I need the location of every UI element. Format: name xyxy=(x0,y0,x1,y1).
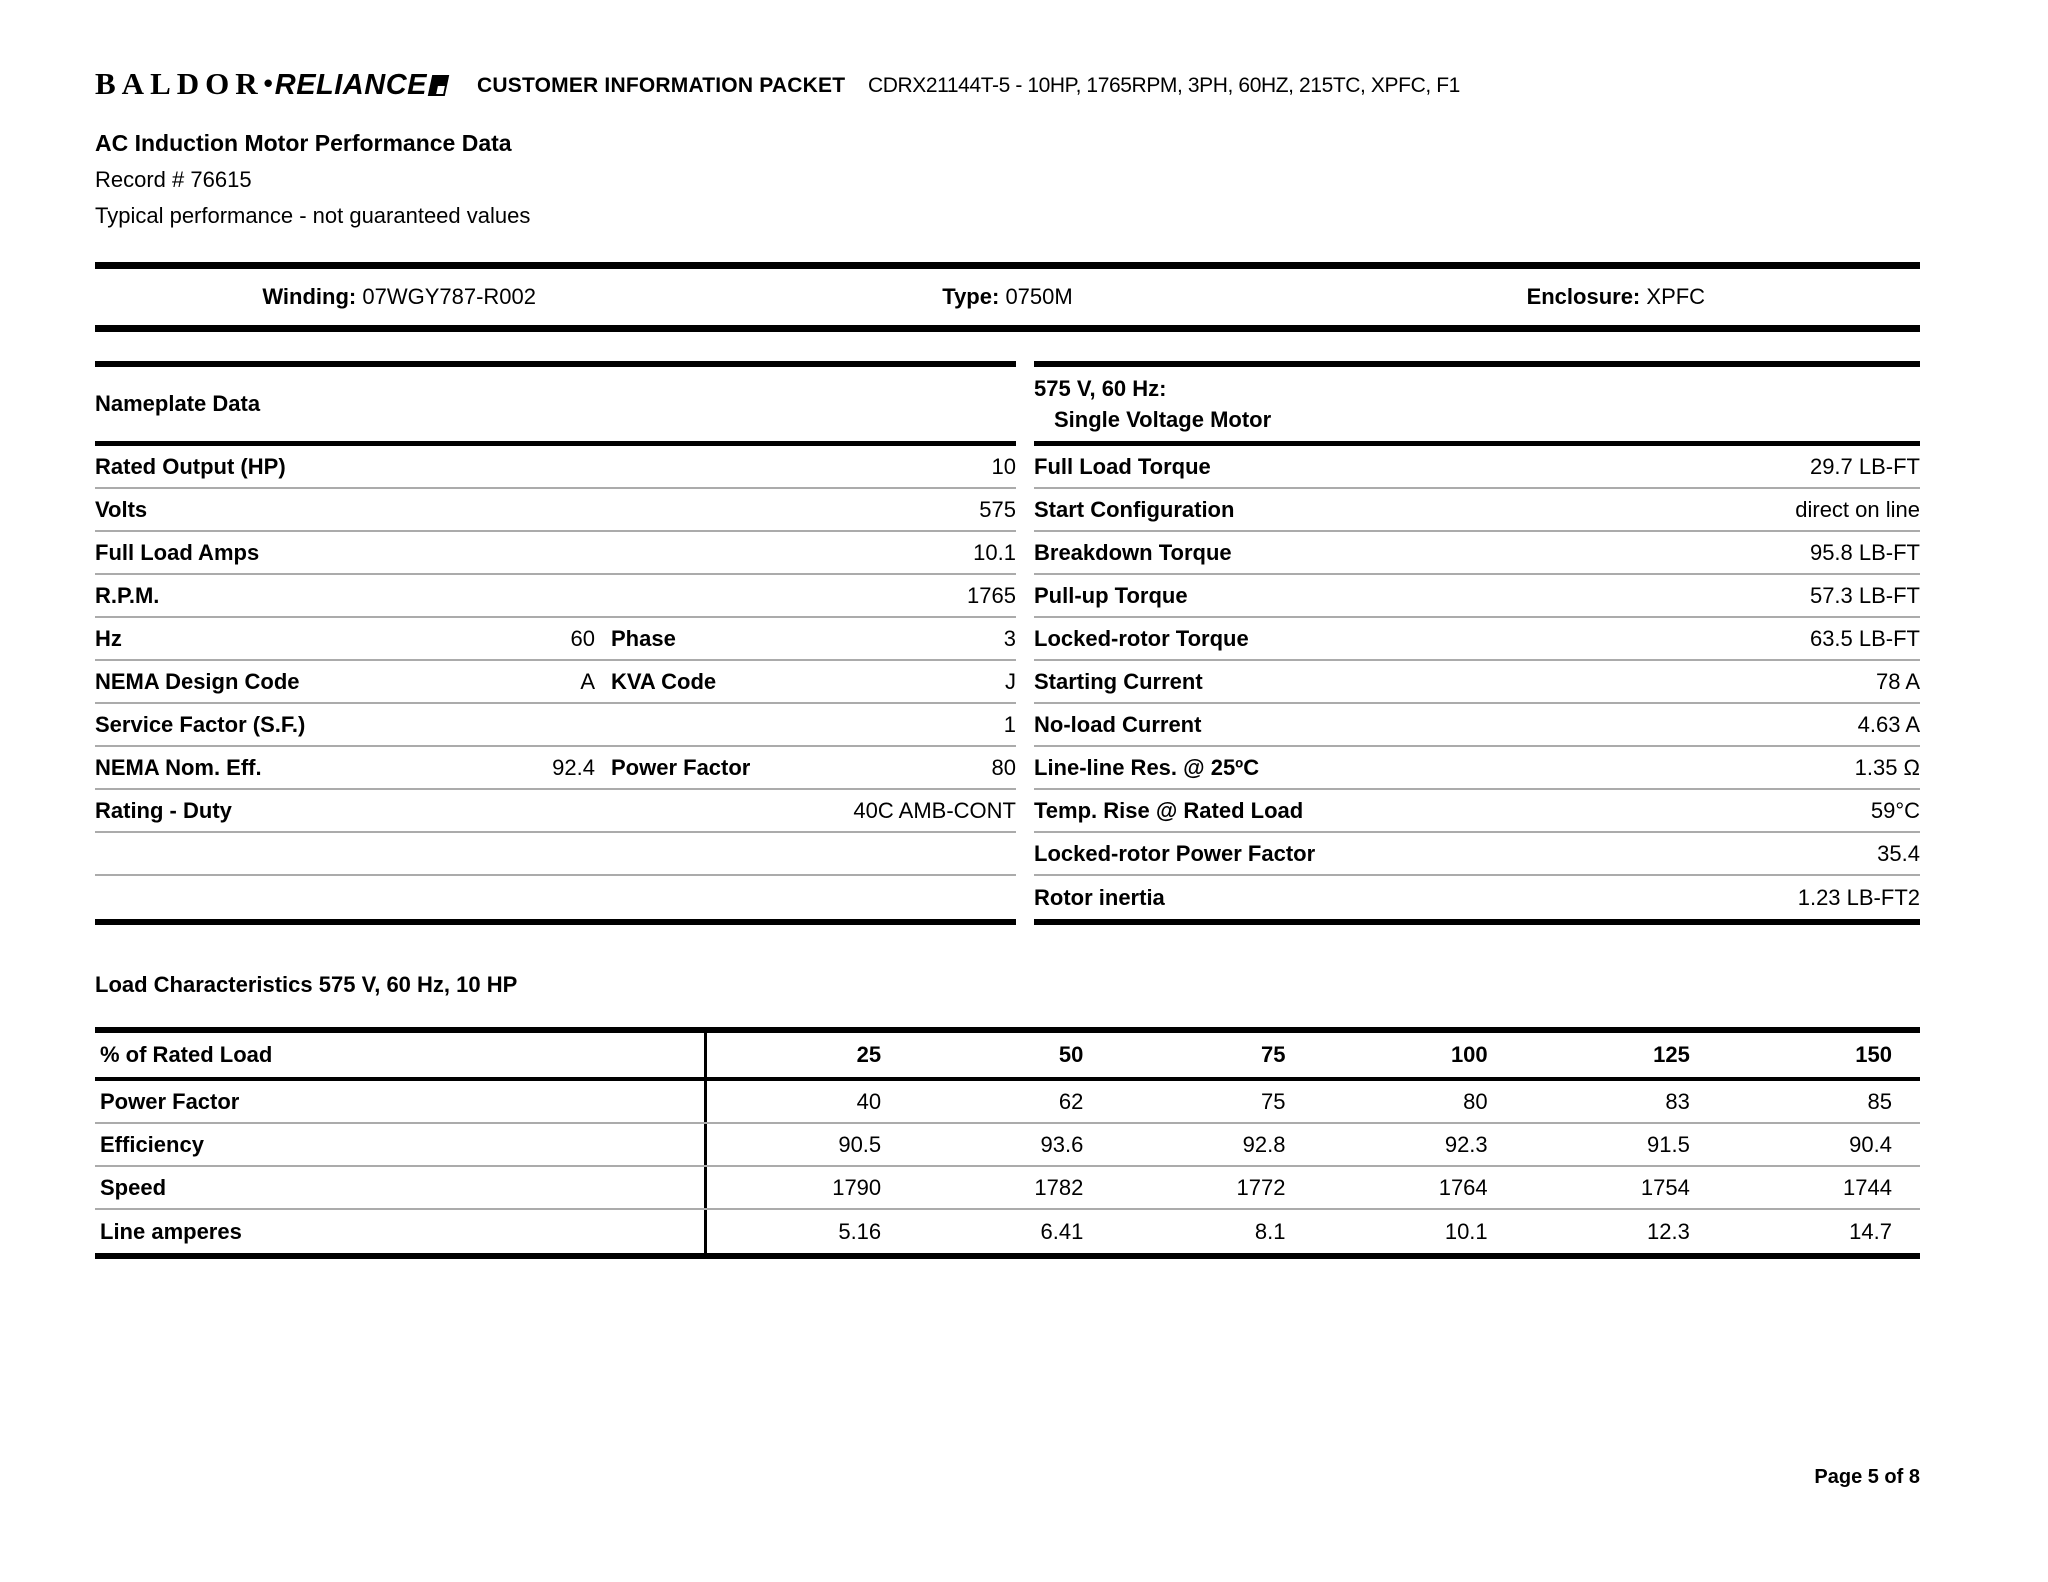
table-row xyxy=(1034,532,1920,575)
table-row xyxy=(1034,876,1920,919)
voltage-heading-line1: 575 V, 60 Hz: xyxy=(1034,376,1167,401)
nameplate-table xyxy=(95,361,1016,925)
disclaimer-note: Typical performance - not guaranteed values xyxy=(95,203,531,228)
winding-value: 07WGY787-R002 xyxy=(362,284,536,309)
row-value: 1.23 LB-FT2 xyxy=(1797,884,1920,910)
brand-baldor: BALDOR xyxy=(95,66,264,101)
row-value: 59°C xyxy=(1870,797,1920,823)
voltage-heading-line2: Single Voltage Motor xyxy=(1054,407,1272,432)
column-header: 100 xyxy=(1450,1042,1488,1067)
cell-value: 1764 xyxy=(1438,1174,1488,1200)
row-label: Full Load Amps xyxy=(95,539,260,565)
cell-value: 5.16 xyxy=(838,1218,882,1244)
winding-bar xyxy=(95,262,1920,332)
cell-value: 1754 xyxy=(1640,1174,1690,1200)
row-label: Rating - Duty xyxy=(95,797,232,823)
table-row xyxy=(1034,575,1920,618)
row-label: Pull-up Torque xyxy=(1034,582,1188,608)
column-header: 150 xyxy=(1855,1042,1892,1067)
load-table-row xyxy=(95,1210,1920,1253)
row-label: Full Load Torque xyxy=(1034,453,1211,479)
row-label: Starting Current xyxy=(1034,668,1203,694)
table-row-empty xyxy=(95,876,1016,919)
column-header: 75 xyxy=(1261,1042,1286,1067)
row-label: Locked-rotor Power Factor xyxy=(1034,840,1316,866)
row-label: NEMA Design Code xyxy=(95,668,300,694)
cell-value: 92.8 xyxy=(1242,1131,1286,1157)
winding-label: Winding: xyxy=(262,284,357,309)
table-row xyxy=(95,704,1016,747)
type-label: Type: xyxy=(942,284,1000,309)
table-row xyxy=(95,747,1016,790)
row-value: 80 xyxy=(991,754,1016,780)
row-label: Power Factor xyxy=(95,1081,707,1122)
row-label: Service Factor (S.F.) xyxy=(95,711,306,737)
record-number: Record # 76615 xyxy=(95,167,252,192)
cell-value: 75 xyxy=(1261,1088,1286,1114)
page-title: AC Induction Motor Performance Data xyxy=(95,130,512,156)
row-value: 10.1 xyxy=(973,539,1016,565)
type-value: 0750M xyxy=(1005,284,1073,309)
row-label: Volts xyxy=(95,496,148,522)
row-label: Line-line Res. @ 25ºC xyxy=(1034,754,1260,780)
cell-value: 1772 xyxy=(1236,1174,1286,1200)
voltage-heading xyxy=(1034,367,1920,446)
row-value: 1 xyxy=(1003,711,1016,737)
table-row xyxy=(1034,704,1920,747)
enclosure-value: XPFC xyxy=(1646,284,1706,309)
row-value: 1.35 Ω xyxy=(1854,754,1920,780)
cell-value: 83 xyxy=(1665,1088,1690,1114)
table-row xyxy=(1034,618,1920,661)
load-table-row xyxy=(95,1081,1920,1124)
column-header: 50 xyxy=(1058,1042,1084,1067)
row-value: 95.8 LB-FT xyxy=(1809,539,1920,565)
row-mid-label: Power Factor xyxy=(611,754,751,780)
cell-value: 12.3 xyxy=(1647,1218,1690,1244)
row-label: Efficiency xyxy=(95,1124,707,1165)
brand-separator-dot: • xyxy=(263,68,273,98)
cell-value: 1744 xyxy=(1843,1174,1892,1200)
row-label: R.P.M. xyxy=(95,582,160,608)
cell-value: 92.3 xyxy=(1444,1131,1488,1157)
cell-value: 1782 xyxy=(1034,1174,1084,1200)
row-label: NEMA Nom. Eff. xyxy=(95,754,262,780)
row-value: 10 xyxy=(991,453,1016,479)
row-label: Hz xyxy=(95,625,122,651)
row-value: 78 A xyxy=(1875,668,1920,694)
row-label: Speed xyxy=(95,1167,707,1208)
row-value: J xyxy=(1005,668,1016,694)
nameplate-heading-text: Nameplate Data xyxy=(95,391,261,416)
baldor-reliance-logo xyxy=(95,66,447,102)
brand-reliance: RELIANCE xyxy=(274,69,427,101)
table-row-empty xyxy=(95,833,1016,876)
row-label: No-load Current xyxy=(1034,711,1202,737)
row-label: Temp. Rise @ Rated Load xyxy=(1034,797,1304,823)
cell-value: 6.41 xyxy=(1040,1218,1084,1244)
enclosure-cell xyxy=(1312,284,1920,310)
row-label: Locked-rotor Torque xyxy=(1034,625,1249,651)
row-value: 575 xyxy=(979,496,1016,522)
table-row xyxy=(1034,489,1920,532)
row-label: Line amperes xyxy=(95,1210,707,1253)
load-table-row xyxy=(95,1167,1920,1210)
model-spec: CDRX21144T-5 - 10HP, 1765RPM, 3PH, 60HZ, 215TC, XPFC, F1 xyxy=(868,74,1460,97)
table-row xyxy=(1034,446,1920,489)
row-label: Rotor inertia xyxy=(1034,884,1165,910)
packet-title: CUSTOMER INFORMATION PACKET xyxy=(477,74,846,97)
column-header: 125 xyxy=(1653,1042,1690,1067)
type-cell xyxy=(703,284,1311,310)
table-row xyxy=(95,446,1016,489)
row-label: Rated Output (HP) xyxy=(95,453,286,479)
cell-value: 80 xyxy=(1463,1088,1488,1114)
cell-value: 85 xyxy=(1867,1088,1892,1114)
row-mid-label: Phase xyxy=(611,625,676,651)
column-header: % of Rated Load xyxy=(95,1033,707,1077)
load-table-row xyxy=(95,1124,1920,1167)
nameplate-heading xyxy=(95,367,1016,446)
column-header: 25 xyxy=(856,1042,882,1067)
row-label: Start Configuration xyxy=(1034,496,1235,522)
row-mid-value: A xyxy=(580,668,595,694)
document-header xyxy=(95,0,1920,100)
table-row xyxy=(1034,661,1920,704)
cell-value: 90.5 xyxy=(838,1131,882,1157)
row-value: 63.5 LB-FT xyxy=(1809,625,1920,651)
load-characteristics-heading: Load Characteristics 575 V, 60 Hz, 10 HP xyxy=(95,972,518,997)
data-tables xyxy=(95,361,1920,925)
table-row xyxy=(95,532,1016,575)
row-value: 35.4 xyxy=(1877,840,1920,866)
reliance-logo-mark-icon xyxy=(428,75,449,96)
cell-value: 14.7 xyxy=(1849,1218,1892,1244)
row-value: 3 xyxy=(1003,625,1016,651)
voltage-table xyxy=(1034,361,1920,925)
cell-value: 62 xyxy=(1058,1088,1084,1114)
cell-value: 1790 xyxy=(832,1174,882,1200)
cell-value: 8.1 xyxy=(1254,1218,1286,1244)
load-characteristics-table xyxy=(95,1027,1920,1259)
load-table-header-row xyxy=(95,1033,1920,1081)
table-row xyxy=(1034,790,1920,833)
row-value: 29.7 LB-FT xyxy=(1809,453,1920,479)
row-mid-value: 60 xyxy=(570,625,595,651)
table-row xyxy=(95,489,1016,532)
table-row xyxy=(1034,747,1920,790)
row-value: 40C AMB-CONT xyxy=(853,797,1016,823)
row-value: 4.63 A xyxy=(1857,711,1920,737)
page-number: Page 5 of 8 xyxy=(1814,1466,1920,1488)
row-mid-value: 92.4 xyxy=(552,754,595,780)
table-row xyxy=(1034,833,1920,876)
row-value: 1765 xyxy=(967,582,1016,608)
cell-value: 93.6 xyxy=(1040,1131,1084,1157)
row-value: direct on line xyxy=(1795,496,1920,522)
enclosure-label: Enclosure: xyxy=(1526,284,1641,309)
table-row xyxy=(95,575,1016,618)
cell-value: 40 xyxy=(856,1088,882,1114)
row-value: 57.3 LB-FT xyxy=(1809,582,1920,608)
row-label: Breakdown Torque xyxy=(1034,539,1232,565)
cell-value: 90.4 xyxy=(1849,1131,1892,1157)
table-row xyxy=(95,618,1016,661)
table-row xyxy=(95,790,1016,833)
cell-value: 91.5 xyxy=(1647,1131,1690,1157)
cell-value: 10.1 xyxy=(1444,1218,1488,1244)
row-mid-label: KVA Code xyxy=(611,668,717,694)
table-row xyxy=(95,661,1016,704)
title-block xyxy=(95,130,1920,229)
winding-cell xyxy=(95,284,703,310)
